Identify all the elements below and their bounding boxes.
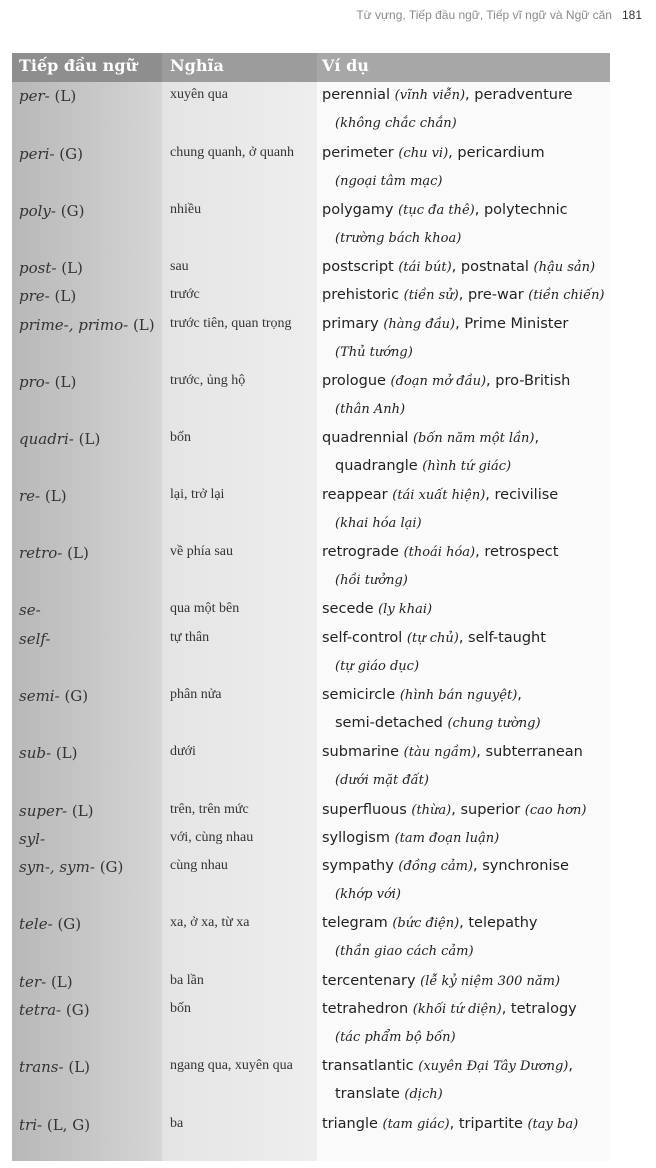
example-word: perennial xyxy=(322,87,391,103)
example-translation: (tự chủ) xyxy=(406,631,459,646)
example-word: telegram xyxy=(322,915,388,931)
example-cell: polygamy (tục đa thê), polytechnic xyxy=(322,202,568,218)
meaning-cell: qua một bên xyxy=(170,601,240,616)
meaning-cell: lại, trở lại xyxy=(170,487,225,502)
prefix-cell xyxy=(19,430,100,448)
example-translation: (tiền chiến) xyxy=(528,288,605,303)
prefix-cell xyxy=(19,259,83,277)
example-continuation xyxy=(335,173,443,189)
example-continuation xyxy=(335,1086,443,1102)
table-header xyxy=(12,53,610,82)
prefix-cell xyxy=(19,316,155,334)
example-continuation xyxy=(335,515,422,531)
example-translation: (chu vi) xyxy=(398,146,449,161)
prefix-origin: (L) xyxy=(68,1058,91,1076)
prefix-text: prime-, primo- xyxy=(19,316,129,334)
prefix-origin: (L) xyxy=(44,487,67,505)
prefix-text: tetra- xyxy=(19,1001,62,1019)
example-cell: triangle (tam giác), tripartite (tay ba) xyxy=(322,1116,579,1132)
prefix-origin: (G) xyxy=(60,202,85,220)
example-translation: (hồi tưởng) xyxy=(335,573,408,588)
prefix-origin: (G) xyxy=(59,145,83,163)
prefix-origin: (L) xyxy=(67,544,89,562)
prefix-cell xyxy=(19,544,89,562)
prefix-text: quadri- xyxy=(19,430,74,448)
example-continuation xyxy=(335,572,408,588)
example-translation: (ly khai) xyxy=(378,602,433,617)
example-continuation xyxy=(335,115,457,131)
example-translation: (thần giao cách cảm) xyxy=(335,944,474,959)
prefix-cell xyxy=(19,744,77,762)
prefix-origin: (L) xyxy=(61,259,83,277)
example-translation: (tam giác) xyxy=(382,1117,450,1132)
prefix-cell xyxy=(19,145,83,163)
example-word: tercentenary xyxy=(322,973,416,989)
prefix-cell xyxy=(19,601,41,619)
example-cell: prologue (đoạn mở đầu), pro-British xyxy=(322,373,571,389)
example-word: polytechnic xyxy=(483,202,568,218)
example-translation: (tam đoạn luận) xyxy=(394,831,500,846)
prefix-cell xyxy=(19,858,123,876)
example-word: semicircle xyxy=(322,687,396,703)
example-translation: (lễ kỷ niệm 300 năm) xyxy=(420,974,561,989)
example-cell: retrograde (thoái hóa), retrospect xyxy=(322,544,559,560)
header-meaning: Nghĩa xyxy=(170,56,224,75)
prefix-origin: (G) xyxy=(64,687,89,705)
example-translation: (tiền sử) xyxy=(403,288,459,303)
prefix-table xyxy=(12,53,610,1161)
example-word: primary xyxy=(322,316,379,332)
example-cell: perimeter (chu vi), pericardium xyxy=(322,145,545,161)
example-translation: (tục đa thê) xyxy=(398,203,475,218)
prefix-text: self- xyxy=(19,630,51,648)
header-prefix: Tiếp đầu ngữ xyxy=(19,56,138,75)
meaning-cell: ngang qua, xuyên qua xyxy=(170,1058,293,1073)
meaning-cell: tự thân xyxy=(170,630,210,645)
example-word: retrospect xyxy=(484,544,559,560)
example-word: tripartite xyxy=(458,1116,523,1132)
prefix-text: per- xyxy=(19,87,50,105)
example-translation: (tái xuất hiện) xyxy=(392,488,486,503)
example-word: tetrahedron xyxy=(322,1001,409,1017)
prefix-cell xyxy=(19,287,76,305)
example-cell: prehistoric (tiền sử), pre-war (tiền chiến) xyxy=(322,287,605,303)
example-cell: semicircle (hình bán nguyệt), xyxy=(322,687,522,703)
prefix-cell xyxy=(19,830,45,848)
prefix-cell xyxy=(19,630,50,648)
prefix-cell xyxy=(19,87,76,105)
prefix-text: syl- xyxy=(19,830,46,848)
meaning-cell: ba xyxy=(170,1116,184,1131)
example-word: syllogism xyxy=(322,830,390,846)
meaning-cell: bốn xyxy=(170,1001,191,1016)
example-word: pre-war xyxy=(467,287,524,303)
prefix-text: pro- xyxy=(19,373,50,391)
example-word: perimeter xyxy=(322,145,394,161)
example-word: superior xyxy=(460,802,521,818)
example-word: superfluous xyxy=(322,802,407,818)
example-translation: (cao hơn) xyxy=(524,803,587,818)
example-translation: (dưới mặt đất) xyxy=(335,773,429,788)
meaning-cell: trước xyxy=(170,287,200,302)
example-cell: telegram (bức điện), telepathy xyxy=(322,915,538,931)
meaning-cell: xa, ở xa, từ xa xyxy=(170,915,250,930)
page-number: 181 xyxy=(621,8,642,22)
example-continuation xyxy=(335,401,405,417)
prefix-cell xyxy=(19,1001,90,1019)
prefix-text: poly- xyxy=(19,202,56,220)
example-word: Prime Minister xyxy=(464,316,569,332)
example-continuation xyxy=(335,943,474,959)
header-example: Ví dụ xyxy=(322,56,369,75)
example-word: semi-detached xyxy=(335,715,443,731)
example-translation: (tự giáo dục) xyxy=(335,659,420,674)
example-continuation xyxy=(335,230,461,246)
example-translation: (hình bán nguyệt) xyxy=(399,688,518,703)
meaning-cell: chung quanh, ở quanh xyxy=(170,145,295,160)
example-translation: (thừa) xyxy=(411,803,452,818)
example-continuation xyxy=(335,1029,456,1045)
example-word: pro-British xyxy=(495,373,571,389)
prefix-text: post- xyxy=(19,259,57,277)
example-translation: (tàu ngầm) xyxy=(403,745,477,760)
prefix-origin: (L) xyxy=(78,430,101,448)
prefix-cell xyxy=(19,687,88,705)
meaning-cell: trước, ủng hộ xyxy=(170,373,246,388)
meaning-cell: trước tiên, quan trọng xyxy=(170,316,292,331)
example-cell: sympathy (đồng cảm), synchronise xyxy=(322,858,569,874)
prefix-cell xyxy=(19,973,73,991)
example-translation: (hình tứ giác) xyxy=(422,459,512,474)
example-translation: (trường bách khoa) xyxy=(335,231,462,246)
meaning-cell: xuyên qua xyxy=(170,87,228,102)
example-translation: (chung tường) xyxy=(447,716,541,731)
prefix-origin: (L) xyxy=(132,316,155,334)
prefix-origin: (G) xyxy=(57,915,82,933)
example-cell: superfluous (thừa), superior (cao hơn) xyxy=(322,802,587,818)
example-cell: self-control (tự chủ), self-taught xyxy=(322,630,546,646)
example-translation: (khai hóa lại) xyxy=(335,516,422,531)
example-translation: (tái bút) xyxy=(398,260,452,275)
example-translation: (thân Anh) xyxy=(335,402,406,417)
example-word: peradventure xyxy=(474,87,573,103)
example-translation: (hàng đầu) xyxy=(383,317,456,332)
example-translation: (Thủ tướng) xyxy=(335,345,413,360)
example-word: pericardium xyxy=(457,145,545,161)
prefix-text: syn-, sym- xyxy=(19,858,95,876)
example-translation: (đồng cảm) xyxy=(398,859,474,874)
example-translation: (khớp với) xyxy=(335,887,402,902)
example-word: prologue xyxy=(322,373,386,389)
example-translation: (tay ba) xyxy=(527,1117,579,1132)
prefix-origin: (G) xyxy=(65,1001,90,1019)
prefix-cell xyxy=(19,202,84,220)
prefix-text: tele- xyxy=(19,915,53,933)
example-cell xyxy=(322,830,499,846)
example-word: retrograde xyxy=(322,544,399,560)
example-word: postscript xyxy=(322,259,394,275)
prefix-cell xyxy=(19,373,76,391)
meaning-cell: với, cùng nhau xyxy=(170,830,254,845)
example-continuation xyxy=(335,772,429,788)
example-continuation xyxy=(335,658,419,674)
example-continuation xyxy=(335,344,413,360)
example-translation: (bức điện) xyxy=(392,916,460,931)
example-translation: (bốn năm một lần) xyxy=(412,431,535,446)
example-cell xyxy=(322,973,560,989)
prefix-text: trans- xyxy=(19,1058,64,1076)
prefix-origin: (L, G) xyxy=(46,1116,91,1134)
example-word: quadrennial xyxy=(322,430,409,446)
prefix-origin: (L) xyxy=(71,802,94,820)
prefix-text: sub- xyxy=(19,744,52,762)
prefix-text: retro- xyxy=(19,544,63,562)
example-continuation xyxy=(335,458,511,474)
example-translation: (xuyên Đại Tây Dương) xyxy=(418,1059,569,1074)
meaning-cell: ba lần xyxy=(170,973,204,988)
example-word: recivilise xyxy=(494,487,559,503)
meaning-cell: nhiều xyxy=(170,202,202,217)
prefix-text: semi- xyxy=(19,687,60,705)
example-continuation xyxy=(335,886,401,902)
example-word: synchronise xyxy=(482,858,569,874)
example-translation: (hậu sản) xyxy=(533,260,596,275)
example-word: self-taught xyxy=(468,630,546,646)
example-cell: primary (hàng đầu), Prime Minister xyxy=(322,316,569,332)
example-translation: (vĩnh viễn) xyxy=(394,88,466,103)
meaning-cell: trên, trên mức xyxy=(170,802,249,817)
example-translation: (đoạn mở đầu) xyxy=(390,374,487,389)
example-word: polygamy xyxy=(322,202,394,218)
prefix-cell xyxy=(19,802,94,820)
example-word: submarine xyxy=(322,744,400,760)
prefix-cell xyxy=(19,1058,90,1076)
prefix-text: tri- xyxy=(19,1116,43,1134)
meaning-cell: bốn xyxy=(170,430,191,445)
prefix-text: se- xyxy=(19,601,41,619)
meaning-cell: cùng nhau xyxy=(170,858,228,873)
example-word: translate xyxy=(335,1086,400,1102)
example-continuation xyxy=(335,715,541,731)
example-translation: (khối tứ diện) xyxy=(412,1002,502,1017)
example-word: postnatal xyxy=(460,259,529,275)
prefix-cell xyxy=(19,915,81,933)
example-cell: tetrahedron (khối tứ diện), tetralogy xyxy=(322,1001,577,1017)
example-cell: quadrennial (bốn năm một lần), xyxy=(322,430,540,446)
meaning-cell: về phía sau xyxy=(170,544,233,559)
example-cell: submarine (tàu ngầm), subterranean xyxy=(322,744,583,760)
prefix-origin: (L) xyxy=(54,287,77,305)
prefix-origin: (L) xyxy=(54,373,77,391)
prefix-origin: (L) xyxy=(54,87,77,105)
example-word: tetralogy xyxy=(510,1001,577,1017)
example-word: sympathy xyxy=(322,858,394,874)
prefix-origin: (G) xyxy=(99,858,124,876)
example-word: reappear xyxy=(322,487,388,503)
example-cell: postscript (tái bút), postnatal (hậu sản) xyxy=(322,259,596,275)
example-word: quadrangle xyxy=(335,458,418,474)
meaning-cell: dưới xyxy=(170,744,196,759)
example-word: triangle xyxy=(322,1116,378,1132)
prefix-text: re- xyxy=(19,487,41,505)
prefix-cell xyxy=(19,1116,90,1134)
example-cell: perennial (vĩnh viễn), peradventure xyxy=(322,87,573,103)
example-word: subterranean xyxy=(485,744,583,760)
prefix-text: pre- xyxy=(19,287,50,305)
prefix-origin: (L) xyxy=(55,744,78,762)
example-word: secede xyxy=(322,601,374,617)
example-word: self-control xyxy=(322,630,403,646)
meaning-cell: sau xyxy=(170,259,189,274)
example-word: transatlantic xyxy=(322,1058,414,1074)
example-word: prehistoric xyxy=(322,287,400,303)
running-head xyxy=(356,8,642,22)
example-cell xyxy=(322,601,432,617)
example-word: telepathy xyxy=(468,915,538,931)
prefix-text: peri- xyxy=(19,145,55,163)
example-translation: (thoái hóa) xyxy=(403,545,476,560)
example-translation: (tác phẩm bộ bốn) xyxy=(335,1030,456,1045)
running-head-title: Từ vựng, Tiếp đầu ngữ, Tiếp vĩ ngữ và Ngữ căn xyxy=(356,8,612,22)
example-translation: (dịch) xyxy=(404,1087,443,1102)
prefix-text: super- xyxy=(19,802,68,820)
prefix-cell xyxy=(19,487,67,505)
prefix-origin: (L) xyxy=(50,973,73,991)
meaning-cell: phân nửa xyxy=(170,687,222,702)
example-translation: (ngoại tâm mạc) xyxy=(335,174,443,189)
example-translation: (không chắc chắn) xyxy=(335,116,457,131)
prefix-text: ter- xyxy=(19,973,47,991)
example-cell: transatlantic (xuyên Đại Tây Dương), xyxy=(322,1058,573,1074)
example-cell: reappear (tái xuất hiện), recivilise xyxy=(322,487,559,503)
